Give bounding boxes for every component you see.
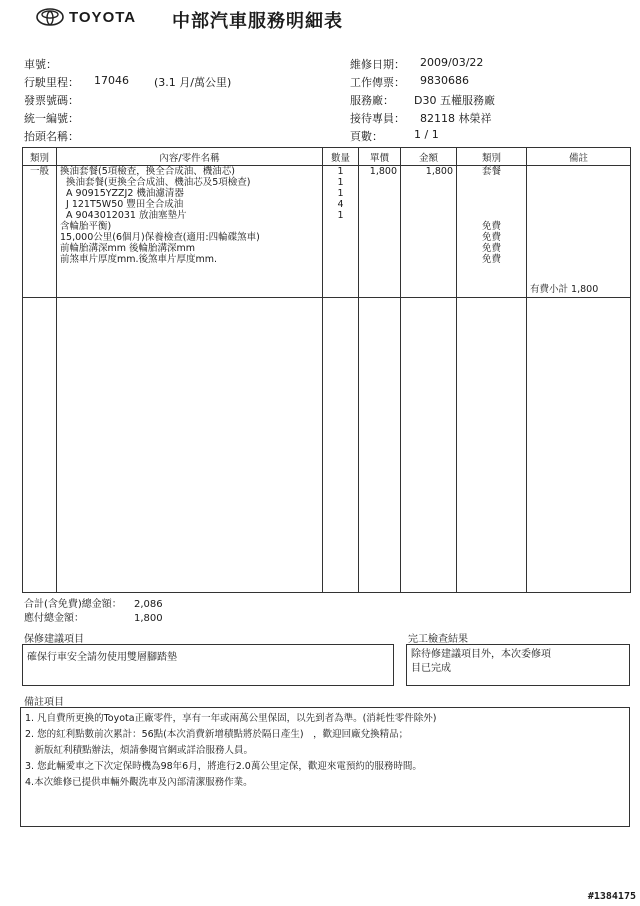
qty-cell [323,166,359,298]
inspection-line: 除待修建議項目外，本次委修項 [411,649,551,660]
col-amount: 金額 [401,148,457,166]
payable-label: 應付總金額： [24,613,84,624]
page-count-row [350,128,495,146]
type-value: 免費 [481,232,501,243]
header-left-fields [24,56,231,146]
item-line: 換油套餐(5項檢查，換全合成油、機油芯) [60,166,235,177]
document-title: 中部汽車服務明細表 [172,11,343,32]
repair-date-row [350,56,495,74]
qty-value: 1 [337,188,344,199]
suggestion-title: 保修建議項目 [24,634,84,645]
table-row-empty [23,298,631,593]
total-label: 合計(含免費)總金額： [24,599,122,610]
item-line: 15,000公里(6個月)保養檢查(適用:四輪碟煞車) [60,232,260,243]
type-value: 免費 [481,254,501,265]
tax-id-row [24,110,231,128]
category-value: 一般 [29,166,49,177]
col-type: 類別 [457,148,527,166]
payable-row [24,612,163,626]
remarks-content [21,708,629,794]
total-value: 2,086 [134,599,163,610]
page-count-label: 頁數： [350,130,383,143]
mileage-label: 行駛里程： [24,76,79,89]
brand-name: TOYOTA [69,8,137,26]
col-category: 類別 [23,148,57,166]
qty-value: 1 [337,177,344,188]
remarks-box [20,707,630,827]
payable-value: 1,800 [134,613,163,624]
type-value: 免費 [481,243,501,254]
inspection-title: 完工檢查結果 [408,634,468,645]
unit-price-cell [359,166,401,298]
mileage-value: 17046 [94,74,129,87]
inspection-line: 目已完成 [411,663,451,674]
col-qty: 數量 [323,148,359,166]
type-value: 免費 [481,221,501,232]
mileage-rate: (3.1 月/萬公里) [154,76,232,89]
type-cell [457,166,527,298]
advisor-row [350,110,495,128]
remark-line: 1. 凡自費所更換的Toyota正廠零件，享有一年或兩萬公里保固，以先到者為準。(消耗性零件除外) [25,713,437,724]
item-line: 前輪胎溝深mm 後輪胎溝深mm [60,243,196,254]
qty-value: 1 [337,210,344,221]
vehicle-no-label: 車號： [24,58,57,71]
amount-value: 1,800 [425,166,453,177]
remark-cell [527,166,631,298]
inspection-box [406,644,630,686]
col-unit-price: 單價 [359,148,401,166]
company-name-label: 抬頭名稱： [24,130,79,143]
item-line: A 9043012031 放油塞墊片 [66,210,187,221]
subtotal-value: 1,800 [571,284,599,295]
service-center-label: 服務廠： [350,94,394,107]
service-center-value: D30 五權服務廠 [414,94,495,107]
suggestion-content: 確保行車安全請勿使用雙層腳踏墊 [27,652,177,663]
advisor-value: 82118 林榮祥 [420,112,492,125]
item-line: A 90915YZZJ2 機油濾清器 [66,188,184,199]
service-center-row [350,92,495,110]
table-header-row [23,148,631,166]
tax-id-label: 統一編號： [24,112,79,125]
item-line: 換油套餐(更換全合成油、機油芯及5項檢查) [66,177,251,188]
repair-date-value: 2009/03/22 [420,56,484,69]
suggestion-box [22,644,394,686]
item-line: 含輪胎平衡) [60,221,112,232]
advisor-label: 接待專員： [350,112,405,125]
subtotal-label: 有費小計 [530,284,569,295]
invoice-label: 發票號碼： [24,94,79,107]
unit-price-value: 1,800 [369,166,397,177]
col-description: 內容/零件名稱 [57,148,323,166]
remark-line: 4.本次維修已提供車輛外觀洗車及內部清潔服務作業。 [25,777,253,788]
remarks-title: 備註項目 [24,697,64,708]
vehicle-no-row [24,56,231,74]
type-value: 套餐 [481,166,501,177]
amount-cell [401,166,457,298]
header-right-fields [350,56,495,146]
remark-line: 2. 您的紅利點數前次累計：56點(本次消費新增積點將於隔日產生) ，歡迎回廠兌換精品； [25,729,409,740]
total-row [24,598,163,612]
col-remark: 備註 [527,148,631,166]
toyota-emblem-icon [36,8,64,26]
work-order-value: 9830686 [420,74,469,87]
totals [24,598,163,626]
repair-date-label: 維修日期： [350,58,405,71]
invoice-row [24,92,231,110]
page-count-value: 1 / 1 [414,128,439,141]
table-row [23,166,631,298]
item-line: 前煞車片厚度mm.後煞車片厚度mm. [60,254,218,265]
description-cell [57,166,323,298]
work-order-row [350,74,495,92]
work-order-label: 工作傳票： [350,76,405,89]
document-id: #1384175 [587,891,636,902]
items-table [22,147,631,593]
qty-value: 1 [337,166,344,177]
mileage-row [24,74,231,92]
remark-line: 新版紅利積點辦法，煩請參閱官網或詳洽服務人員。 [25,745,254,756]
company-name-row [24,128,231,146]
remark-line: 3. 您此輛愛車之下次定保時機為98年6月，將進行2.0萬公里定保，歡迎來電預約的服務時間。 [25,761,422,772]
toyota-logo [36,8,136,26]
category-cell [23,166,57,298]
qty-value: 4 [337,199,344,210]
item-line: J 121T5W50 豐田全合成油 [66,199,184,210]
inspection-content [407,645,629,679]
